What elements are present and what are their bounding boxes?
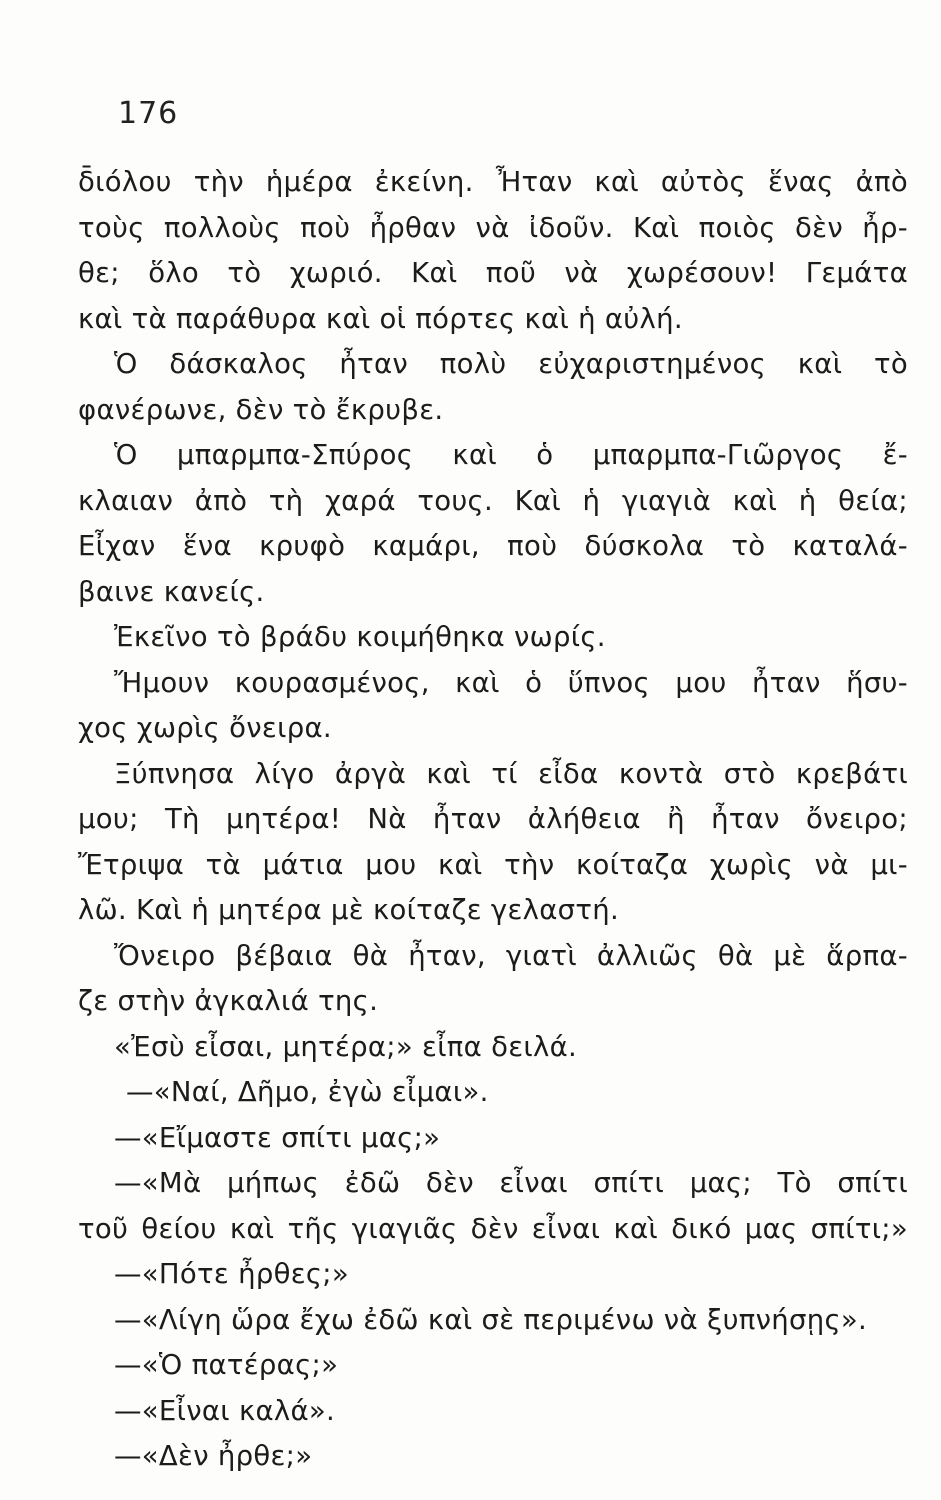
text-line: ζε στὴν ἀγκαλιά της. bbox=[78, 985, 379, 1017]
text-line: βαινε κανείς. bbox=[78, 575, 265, 608]
text-line: δ̄ιόλου τὴν ἡμέρα ἐκείνη. Ἦταν καὶ αὐτὸς ἕνας ἀπὸ bbox=[78, 166, 908, 198]
text-line: Ὄνειρο βέβαια θὰ ἦταν, γιατὶ ἀλλιῶς θὰ μὲ ἅρπα- bbox=[114, 939, 908, 972]
text-line: —«Πότε ἦρθες;» bbox=[114, 1258, 349, 1290]
text-line: θε; ὅλο τὸ χωριό. Καὶ ποῦ νὰ χωρέσουν! Γεμάτα bbox=[78, 257, 908, 289]
text-line: Ἐκεῖνο τὸ βράδυ κοιμήθηκα νωρίς. bbox=[114, 621, 606, 653]
text-line: Ἤμουν κουρασμένος, καὶ ὁ ὕπνος μου ἦταν ἥσυ- bbox=[114, 666, 908, 699]
text-line: Ἔτριψα τὰ μάτια μου καὶ τὴν κοίταζα χωρὶς νὰ μι- bbox=[78, 848, 908, 881]
text-line: Εἶχαν ἕνα κρυφὸ καμάρι, ποὺ δύσκολα τὸ καταλά- bbox=[78, 530, 908, 562]
text-line: Ὁ μπαρμπα-Σπύρος καὶ ὁ μπαρμπα-Γιῶργος ἔ- bbox=[114, 439, 908, 471]
text-line: —«Λίγη ὥρα ἔχω ἐδῶ καὶ σὲ περιμένω νὰ ξυπνήσῃς». bbox=[114, 1303, 868, 1336]
text-line: —«Δὲν ἦρθε;» bbox=[114, 1440, 313, 1472]
page-number: 176 bbox=[118, 96, 179, 131]
text-line: Ξύπνησα λίγο ἀργὰ καὶ τί εἶδα κοντὰ στὸ κρεβάτι bbox=[114, 757, 908, 790]
text-line: —«Ναί, Δῆμο, ἐγὼ εἶμαι». bbox=[126, 1076, 489, 1108]
text-line: —«Εἶναι καλά». bbox=[114, 1394, 336, 1427]
text-line: —«Εἴμαστε σπίτι μας;» bbox=[114, 1121, 441, 1154]
text-line: κλαιαν ἀπὸ τὴ χαρά τους. Καὶ ἡ γιαγιὰ καὶ ἡ θεία; bbox=[78, 484, 908, 517]
text-line: «Ἐσὺ εἶσαι, μητέρα;» εἶπα δειλά. bbox=[114, 1030, 578, 1063]
text-line: —«Μὰ μήπως ἐδῶ δὲν εἶναι σπίτι μας; Τὸ σπίτι bbox=[114, 1167, 908, 1199]
text-line: καὶ τὰ παράθυρα καὶ οἱ πόρτες καὶ ἡ αὐλή. bbox=[78, 302, 683, 335]
text-line: Ὁ δάσκαλος ἦταν πολὺ εὐχαριστημένος καὶ τὸ bbox=[114, 348, 908, 380]
text-line: τοὺς πολλοὺς ποὺ ἦρθαν νὰ ἰδοῦν. Καὶ ποιὸς δὲν ἦρ- bbox=[78, 211, 908, 244]
text-line: μου; Τὴ μητέρα! Νὰ ἦταν ἀλήθεια ἢ ἦταν ὄνειρο; bbox=[78, 803, 908, 835]
body-text bbox=[78, 160, 908, 1480]
text-line: —«Ὁ πατέρας;» bbox=[114, 1349, 339, 1381]
text-line: λῶ. Καὶ ἡ μητέρα μὲ κοίταζε γελαστή. bbox=[78, 894, 620, 926]
text-line: φανέρωνε, δὲν τὸ ἔκρυβε. bbox=[78, 393, 444, 426]
text-line: χος χωρὶς ὄνειρα. bbox=[78, 712, 332, 744]
text-line: τοῦ θείου καὶ τῆς γιαγιᾶς δὲν εἶναι καὶ δικό μας σπίτι;» bbox=[78, 1212, 908, 1245]
